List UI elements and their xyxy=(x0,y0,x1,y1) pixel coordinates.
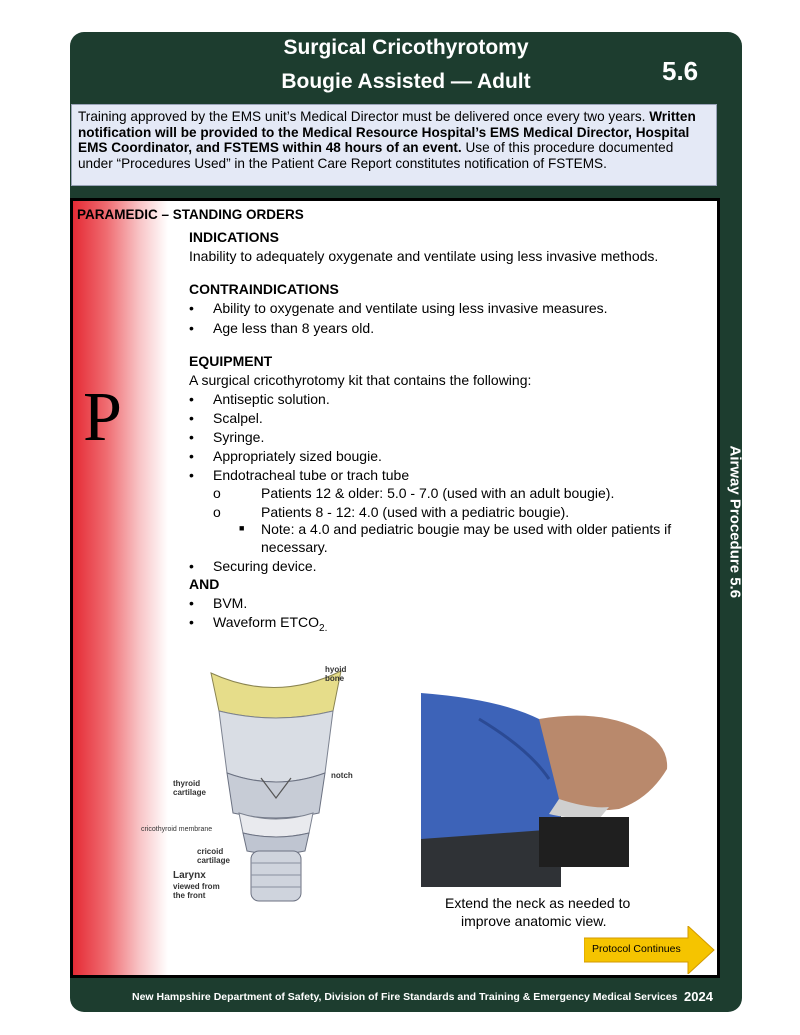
indications-heading: INDICATIONS xyxy=(189,229,279,245)
title-line-1: Surgical Cricothyrotomy xyxy=(283,36,529,59)
contraindications-heading: CONTRAINDICATIONS xyxy=(189,281,339,297)
note-continuation: necessary. xyxy=(261,539,328,555)
footer-text: New Hampshire Department of Safety, Division of Fire Standards and Training & Emergency Medical Services xyxy=(132,991,678,1003)
training-notice xyxy=(71,104,717,186)
label-larynx: Larynx xyxy=(173,870,206,881)
equipment-heading: EQUIPMENT xyxy=(189,353,273,369)
label-viewed: viewed from the front xyxy=(173,882,220,900)
label-notch: notch xyxy=(331,771,353,780)
patient-neck-extension-photo xyxy=(419,689,679,889)
thyroid-membrane-shape xyxy=(219,711,333,782)
label-cricothyroid: cricothyroid membrane xyxy=(141,826,213,833)
footer-year: 2024 xyxy=(684,989,713,1004)
protocol-continues-button[interactable] xyxy=(584,926,716,974)
hyoid-bone-shape xyxy=(211,671,341,718)
content-panel: PARAMEDIC – STANDING ORDERS P INDICATIONS Inability to adequately oxygenate and ventilate using less invasive methods. CONTRAINDICATIONS • Ability to oxygenate and ventilate using less invasive measures. • Age less than 8 years old. EQUIPMENT A surgical cricothyrotomy kit that contains the following: • Antiseptic solution. • Scalpel. • Syringe. • Appropriately sized bougie. • Endotracheal tube or trach tube o Patients 12 & older: 5.0 - 7.0 (used with an adult bougie). o Patients 8 - 12: 4.0 (used with a pediatric bougie). ■ Note: a 4.0 and pediatric bougie may be used with older patients if necessary. • Securing device. AND • BVM. • Waveform $ETCO_{2.}$ hyoid bone notch thyroid cartilage cricothyroid membrane cricoid cartilage Larynx viewed from the front Extend the neck as needed to improve anatomic view. xyxy=(70,198,720,978)
head-rest-shape xyxy=(539,817,629,867)
etco-subscript: 2. xyxy=(319,622,328,634)
and-label: AND xyxy=(189,576,220,592)
equipment-intro: A surgical cricothyrotomy kit that contains the following: xyxy=(189,372,532,388)
label-cricoid: cricoid cartilage xyxy=(197,847,230,865)
side-label xyxy=(722,445,748,660)
indications-text: Inability to adequately oxygenate and ventilate using less invasive methods. xyxy=(189,248,659,264)
level-letter: P xyxy=(83,379,122,456)
label-hyoid: hyoid bone xyxy=(325,665,347,683)
side-label-text: Airway Procedure 5.6 xyxy=(726,445,744,599)
larynx-illustration xyxy=(201,663,351,908)
provider-level-bar xyxy=(73,201,168,975)
standing-orders-heading: PARAMEDIC – STANDING ORDERS xyxy=(77,207,304,222)
protocol-number: 5.6 xyxy=(662,56,699,86)
label-thyroid: thyroid cartilage xyxy=(173,779,206,797)
footer xyxy=(70,983,742,1011)
photo-caption-1: Extend the neck as needed to xyxy=(445,895,631,911)
title-line-2: Bougie Assisted — Adult xyxy=(281,70,531,93)
protocol-continues-label: Protocol Continues xyxy=(592,943,681,955)
trachea-shape xyxy=(251,851,301,901)
etco-text: Waveform ETCO xyxy=(213,614,320,630)
photo-caption-2: improve anatomic view. xyxy=(461,913,607,929)
notice-text-1: Training approved by the EMS unit’s Medical Director must be delivered once every two years. xyxy=(78,109,650,124)
notice-text-3: Use of this procedure documented under “Procedures Used” in the Patient Care Report constitutes notification of FSTEMS. xyxy=(78,140,674,171)
notice-text-bold: Written notification will be provided to the Medical Resource Hospital’s EMS Medical Director, Hospital EMS Coordinator, and FSTEMS within 48 hours of an event. xyxy=(78,109,696,155)
